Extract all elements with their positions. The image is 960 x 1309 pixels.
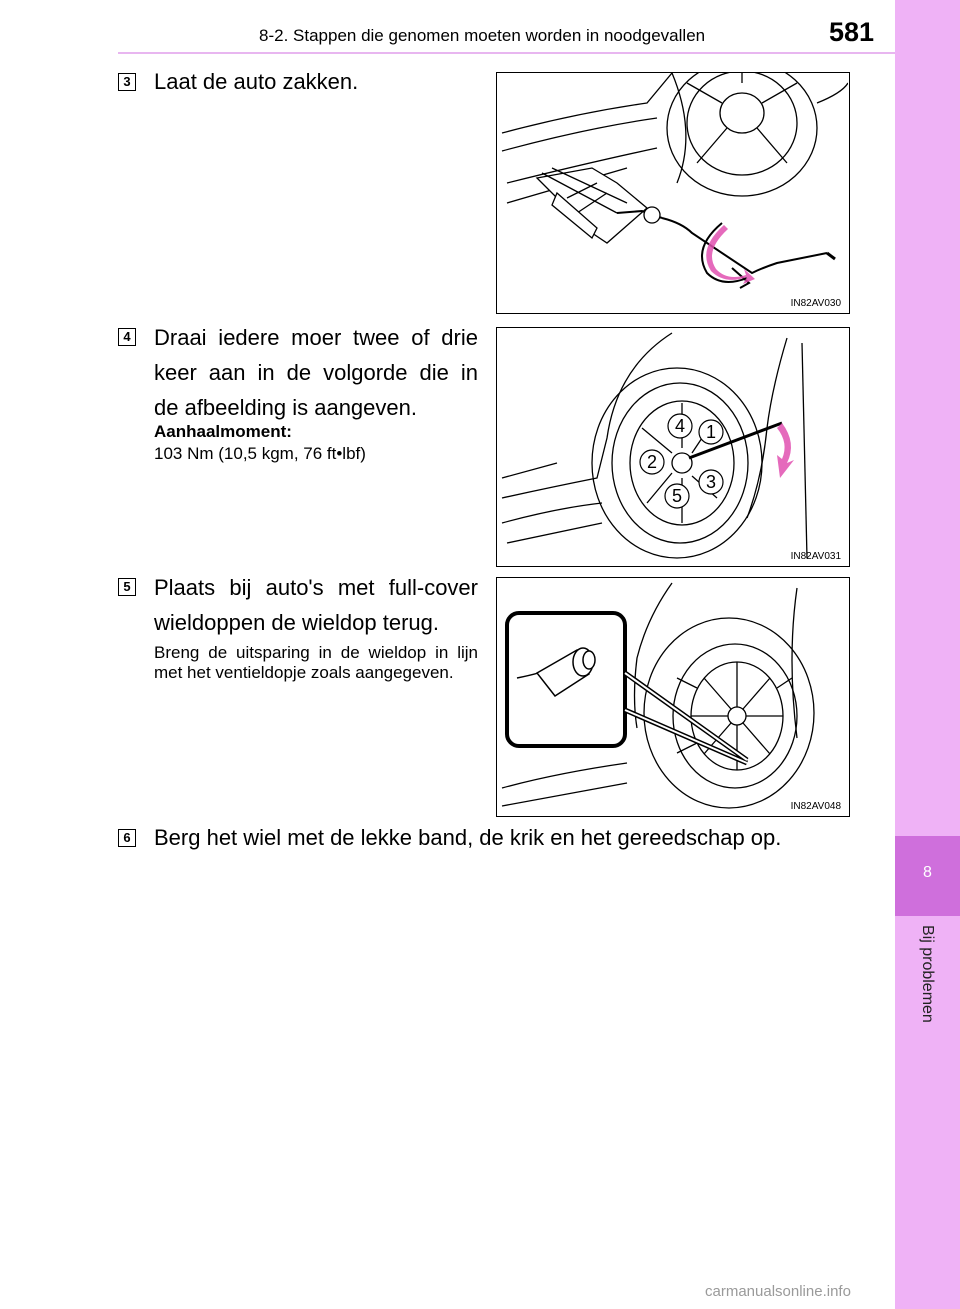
- step-4-line: de afbeelding is aangeven.: [154, 395, 417, 420]
- wheel-nuts-illustration: [497, 328, 848, 565]
- chapter-label: Bij problemen: [919, 925, 936, 1023]
- figure-code: IN82AV031: [790, 551, 841, 562]
- figure-code: IN82AV030: [790, 298, 841, 309]
- header-rule: [118, 52, 895, 54]
- chapter-number: 8: [923, 864, 932, 881]
- step-6-line: Berg het wiel met de lekke band, de krik en het gereedschap op.: [154, 825, 782, 850]
- wheel-cover-illustration: [497, 578, 848, 815]
- step-number-4: 4: [118, 328, 136, 346]
- torque-heading: Aanhaalmoment:: [154, 422, 292, 441]
- figure-lowering-jack: [496, 72, 850, 314]
- step-3-text: [154, 64, 478, 99]
- nut-label-3: 3: [705, 472, 717, 492]
- figure-code: IN82AV048: [790, 801, 841, 812]
- figure-wheel-cover: [496, 577, 850, 817]
- step-number-5: 5: [118, 578, 136, 596]
- section-title: 8-2. Stappen die genomen moeten worden in noodgevallen: [259, 26, 706, 45]
- jack-illustration: [497, 73, 848, 312]
- page-number: 581: [829, 17, 875, 47]
- step-3-line: Laat de auto zakken.: [154, 69, 359, 94]
- step-5-note: Breng de uitsparing in de wieldop in lijn met het ventieldopje zoals aangegeven.: [154, 643, 478, 682]
- step-4-line: Draai iedere moer twee of drie: [154, 325, 478, 350]
- step-4-text: [154, 320, 478, 425]
- step-5-line: wieldoppen de wieldop terug.: [154, 610, 439, 635]
- nut-label-4: 4: [674, 416, 686, 436]
- step-number-6: 6: [118, 829, 136, 847]
- step-4-line: keer aan in de volgorde die in: [154, 360, 478, 385]
- chapter-side-tab: [895, 0, 960, 1309]
- nut-label-2: 2: [646, 452, 658, 472]
- page-header: [0, 0, 895, 52]
- figure-tighten-nuts: [496, 327, 850, 567]
- step-6-text: [154, 820, 874, 855]
- nut-label-5: 5: [671, 486, 683, 506]
- step-5-line: Plaats bij auto's met full-cover: [154, 575, 478, 600]
- watermark: carmanualsonline.info: [705, 1283, 851, 1300]
- step-number-3: 3: [118, 73, 136, 91]
- step-5-text: [154, 570, 478, 640]
- torque-value: 103 Nm (10,5 kgm, 76 ft•lbf): [154, 444, 366, 463]
- nut-label-1: 1: [705, 422, 717, 442]
